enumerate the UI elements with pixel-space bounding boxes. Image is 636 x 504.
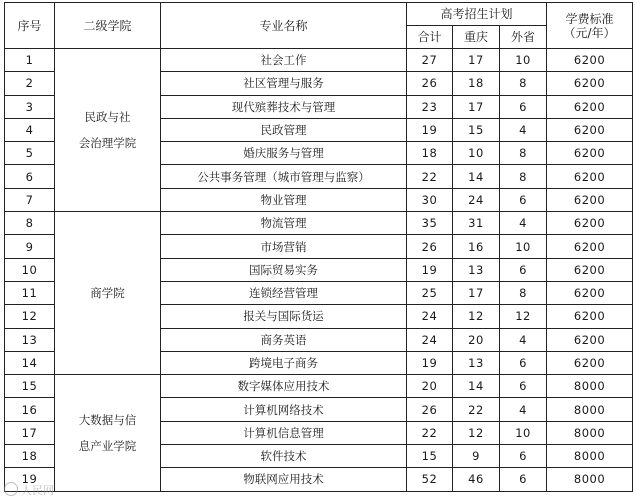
cell-seq: 1 bbox=[5, 49, 55, 72]
cell-total: 20 bbox=[407, 375, 453, 398]
cell-seq: 10 bbox=[5, 258, 55, 281]
header-chongqing: 重庆 bbox=[453, 26, 500, 49]
cell-seq: 3 bbox=[5, 95, 55, 118]
cell-major: 物联网应用技术 bbox=[161, 468, 407, 491]
header-fee-line1: 学费标准 bbox=[565, 11, 614, 26]
header-plan: 高考招生计划 bbox=[407, 3, 547, 26]
cell-chongqing: 12 bbox=[453, 305, 500, 328]
cell-seq: 5 bbox=[5, 142, 55, 165]
college-name-line: 会治理学院 bbox=[78, 136, 137, 151]
cell-total: 26 bbox=[407, 72, 453, 95]
cell-seq: 16 bbox=[5, 398, 55, 421]
cell-college bbox=[55, 49, 161, 212]
college-name-line: 息产业学院 bbox=[78, 438, 137, 453]
cell-outside: 6 bbox=[500, 445, 547, 468]
cell-outside: 6 bbox=[500, 188, 547, 211]
cell-seq: 6 bbox=[5, 165, 55, 188]
cell-major: 物流管理 bbox=[161, 212, 407, 235]
cell-seq: 9 bbox=[5, 235, 55, 258]
cell-fee: 8000 bbox=[547, 421, 633, 444]
header-fee bbox=[547, 3, 633, 49]
header-outside: 外省 bbox=[500, 26, 547, 49]
cell-fee: 8000 bbox=[547, 445, 633, 468]
cell-outside: 10 bbox=[500, 49, 547, 72]
cell-seq: 11 bbox=[5, 281, 55, 304]
cell-major: 国际贸易实务 bbox=[161, 258, 407, 281]
cell-total: 19 bbox=[407, 351, 453, 374]
cell-major: 公共事务管理（城市管理与监察） bbox=[161, 165, 407, 188]
cell-fee: 6200 bbox=[547, 188, 633, 211]
cell-major: 报关与国际货运 bbox=[161, 305, 407, 328]
cell-chongqing: 14 bbox=[453, 375, 500, 398]
cell-total: 24 bbox=[407, 305, 453, 328]
cell-outside: 10 bbox=[500, 421, 547, 444]
cell-fee: 6200 bbox=[547, 142, 633, 165]
cell-total: 27 bbox=[407, 49, 453, 72]
cell-fee: 6200 bbox=[547, 305, 633, 328]
cell-outside: 6 bbox=[500, 375, 547, 398]
college-name-line: 大数据与信 bbox=[78, 412, 137, 427]
cell-fee: 6200 bbox=[547, 49, 633, 72]
cell-chongqing: 10 bbox=[453, 142, 500, 165]
cell-major: 数字媒体应用技术 bbox=[161, 375, 407, 398]
cell-seq: 7 bbox=[5, 188, 55, 211]
cell-chongqing: 14 bbox=[453, 165, 500, 188]
watermark bbox=[4, 482, 54, 498]
cell-chongqing: 18 bbox=[453, 72, 500, 95]
cell-total: 22 bbox=[407, 421, 453, 444]
cell-total: 26 bbox=[407, 235, 453, 258]
cell-seq: 4 bbox=[5, 118, 55, 141]
cell-chongqing: 15 bbox=[453, 118, 500, 141]
cell-outside: 6 bbox=[500, 95, 547, 118]
cell-major: 民政管理 bbox=[161, 118, 407, 141]
enrollment-table bbox=[4, 2, 633, 492]
cell-fee: 6200 bbox=[547, 235, 633, 258]
cell-outside: 4 bbox=[500, 398, 547, 421]
cell-chongqing: 16 bbox=[453, 235, 500, 258]
cell-chongqing: 22 bbox=[453, 398, 500, 421]
college-name-line: 商学院 bbox=[90, 286, 125, 301]
cell-chongqing: 9 bbox=[453, 445, 500, 468]
cell-seq: 19 bbox=[5, 468, 55, 491]
cell-seq: 17 bbox=[5, 421, 55, 444]
cell-outside: 8 bbox=[500, 72, 547, 95]
cell-total: 23 bbox=[407, 95, 453, 118]
cell-outside: 4 bbox=[500, 212, 547, 235]
cell-fee: 6200 bbox=[547, 118, 633, 141]
cell-major: 婚庆服务与管理 bbox=[161, 142, 407, 165]
cell-total: 19 bbox=[407, 118, 453, 141]
cell-major: 物业管理 bbox=[161, 188, 407, 211]
cell-chongqing: 13 bbox=[453, 258, 500, 281]
cell-total: 30 bbox=[407, 188, 453, 211]
cell-chongqing: 13 bbox=[453, 351, 500, 374]
cell-major: 商务英语 bbox=[161, 328, 407, 351]
cell-fee: 8000 bbox=[547, 468, 633, 491]
cell-outside: 6 bbox=[500, 258, 547, 281]
cell-fee: 8000 bbox=[547, 375, 633, 398]
cell-outside: 4 bbox=[500, 328, 547, 351]
cell-seq: 14 bbox=[5, 351, 55, 374]
cell-major: 现代殡葬技术与管理 bbox=[161, 95, 407, 118]
table-body bbox=[5, 49, 633, 492]
cell-seq: 13 bbox=[5, 328, 55, 351]
cell-total: 25 bbox=[407, 281, 453, 304]
cell-seq: 2 bbox=[5, 72, 55, 95]
cell-fee: 6200 bbox=[547, 258, 633, 281]
cell-total: 26 bbox=[407, 398, 453, 421]
cell-outside: 12 bbox=[500, 305, 547, 328]
cell-major: 计算机网络技术 bbox=[161, 398, 407, 421]
watermark-text: 人民网 bbox=[21, 484, 54, 497]
cell-major: 社区管理与服务 bbox=[161, 72, 407, 95]
header-seq: 序号 bbox=[5, 3, 55, 49]
cell-total: 19 bbox=[407, 258, 453, 281]
cell-outside: 8 bbox=[500, 281, 547, 304]
cell-fee: 6200 bbox=[547, 165, 633, 188]
cell-outside: 10 bbox=[500, 235, 547, 258]
cell-fee: 6200 bbox=[547, 351, 633, 374]
header-college: 二级学院 bbox=[55, 3, 161, 49]
cell-outside: 6 bbox=[500, 468, 547, 491]
cell-seq: 8 bbox=[5, 212, 55, 235]
table-row bbox=[5, 212, 633, 235]
cell-fee: 6200 bbox=[547, 72, 633, 95]
cell-major: 市场营销 bbox=[161, 235, 407, 258]
cell-outside: 8 bbox=[500, 142, 547, 165]
cell-chongqing: 12 bbox=[453, 421, 500, 444]
watermark-logo-icon bbox=[4, 482, 18, 496]
cell-chongqing: 31 bbox=[453, 212, 500, 235]
table-row bbox=[5, 49, 633, 72]
cell-fee: 6200 bbox=[547, 328, 633, 351]
cell-total: 15 bbox=[407, 445, 453, 468]
cell-fee: 6200 bbox=[547, 95, 633, 118]
cell-seq: 15 bbox=[5, 375, 55, 398]
cell-chongqing: 17 bbox=[453, 95, 500, 118]
header-total: 合计 bbox=[407, 26, 453, 49]
cell-major: 跨境电子商务 bbox=[161, 351, 407, 374]
cell-seq: 18 bbox=[5, 445, 55, 468]
cell-chongqing: 46 bbox=[453, 468, 500, 491]
cell-total: 18 bbox=[407, 142, 453, 165]
cell-total: 35 bbox=[407, 212, 453, 235]
cell-major: 社会工作 bbox=[161, 49, 407, 72]
cell-chongqing: 20 bbox=[453, 328, 500, 351]
cell-fee: 6200 bbox=[547, 281, 633, 304]
cell-major: 连锁经营管理 bbox=[161, 281, 407, 304]
cell-major: 计算机信息管理 bbox=[161, 421, 407, 444]
cell-outside: 8 bbox=[500, 165, 547, 188]
header-fee-line2: （元/年） bbox=[563, 25, 616, 40]
cell-chongqing: 17 bbox=[453, 281, 500, 304]
cell-total: 24 bbox=[407, 328, 453, 351]
cell-fee: 8000 bbox=[547, 398, 633, 421]
cell-chongqing: 24 bbox=[453, 188, 500, 211]
cell-total: 52 bbox=[407, 468, 453, 491]
cell-outside: 6 bbox=[500, 351, 547, 374]
cell-fee: 6200 bbox=[547, 212, 633, 235]
header-major: 专业名称 bbox=[161, 3, 407, 49]
table-row bbox=[5, 375, 633, 398]
cell-chongqing: 17 bbox=[453, 49, 500, 72]
cell-outside: 4 bbox=[500, 118, 547, 141]
cell-college bbox=[55, 212, 161, 375]
cell-major: 软件技术 bbox=[161, 445, 407, 468]
cell-college bbox=[55, 375, 161, 491]
cell-seq: 12 bbox=[5, 305, 55, 328]
cell-total: 22 bbox=[407, 165, 453, 188]
college-name-line: 民政与社 bbox=[84, 110, 131, 125]
